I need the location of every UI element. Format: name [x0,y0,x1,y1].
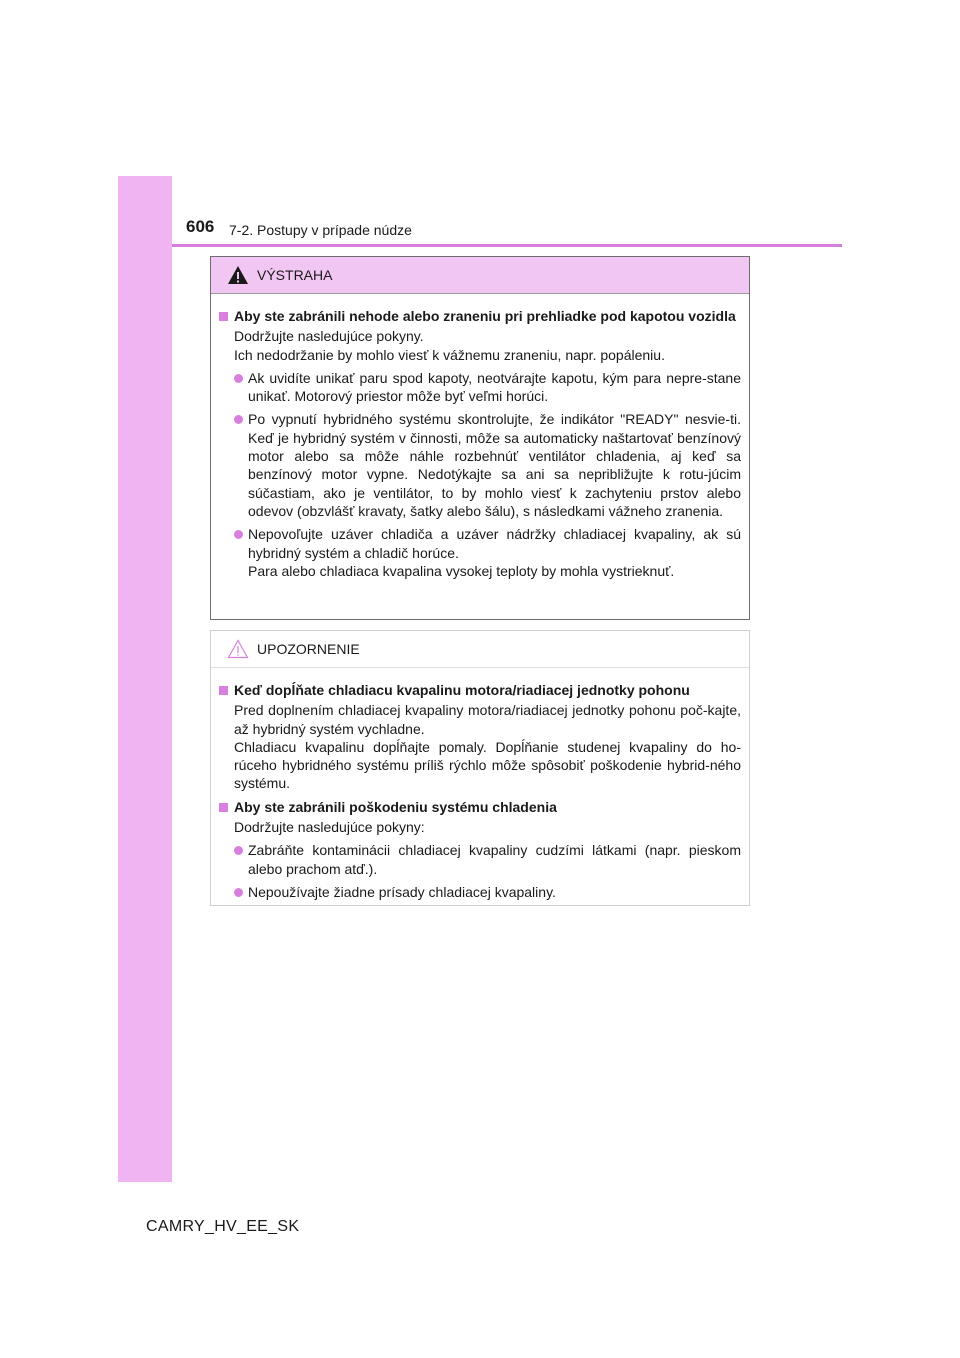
warning-intro-2: Ich nedodržanie by mohlo viesť k vážnemu zraneniu, napr. popáleniu. [234,346,665,363]
square-bullet-icon [219,803,228,812]
notice-box-title: UPOZORNENIE [257,641,360,657]
header-rule [172,244,842,247]
square-bullet-icon [219,686,228,695]
warning-box-header [211,257,749,294]
warning-bullet [219,410,741,520]
round-bullet-icon [234,888,243,897]
warning-box [210,256,750,620]
caution-triangle-outline-icon [227,639,249,659]
notice-bullet-text: Nepoužívajte žiadne prísady chladiacej kvapaliny. [248,883,556,900]
warning-bullet-text: Ak uvidíte unikať paru spod kapoty, neotvárajte kapotu, kým para nepre-stane unikať. Motorový priestor môže byť veľmi horúci. [248,369,741,405]
notice-heading-1: Keď dopĺňate chladiacu kvapalinu motora/riadiacej jednotky pohonu [234,682,690,698]
side-color-strip [118,176,172,1182]
notice-heading-item [219,681,741,699]
notice-heading-2: Aby ste zabránili poškodeniu systému chladenia [234,798,557,815]
page-number: 606 [186,217,215,236]
round-bullet-icon [234,374,243,383]
notice-para-2: Chladiacu kvapalinu dopĺňajte pomaly. Dopĺňanie studenej kvapaliny do ho-rúceho hybridného systému príliš rýchlo môže spôsobiť poškodenie hybrid-ného systému. [234,738,741,792]
warning-heading-item [219,307,741,325]
warning-intro-1: Dodržujte nasledujúce pokyny. [234,328,424,345]
warning-bullet-block [248,525,741,580]
warning-bullet [219,369,741,406]
warning-box-title: VÝSTRAHA [257,267,333,283]
warning-bullet-text: Po vypnutí hybridného systému skontrolujte, že indikátor "READY" nesvie-ti. Keď je hybridný systém v činnosti, môže sa automaticky naštartovať benzínový motor alebo sa môže náhle rozbehnúť ventilátor chladenia, aj keď sa benzínový motor vypne. Nedotýkajte sa ani sa nepribližujte k rotu-júcim súčastiam, ako je ventilátor, to by mohlo viesť k zachyteniu prstov alebo odevov (obzvlášť kravaty, šatky alebo šálu), s následkami vážneho zranenia. [248,411,741,519]
warning-box-body [211,294,749,580]
section-title: 7-2. Postupy v prípade núdze [229,222,412,238]
warning-triangle-icon [227,265,249,285]
notice-heading-item [219,798,741,816]
square-bullet-icon [219,312,228,321]
notice-box-body [211,668,749,901]
notice-box-header [211,631,749,668]
notice-bullet [219,841,741,878]
warning-bullet [219,525,741,580]
round-bullet-icon [234,530,243,539]
warning-bullet-text: Nepovoľujte uzáver chladiča a uzáver nádržky chladiacej kvapaliny, ak sú hybridný systém a chladič horúce. [248,526,741,561]
notice-intro-2: Dodržujte nasledujúce pokyny: [234,819,425,836]
warning-heading: Aby ste zabránili nehode alebo zraneniu pri prehliadke pod kapotou vozidla [234,308,736,324]
round-bullet-icon [234,415,243,424]
notice-bullet [219,883,741,901]
footer-document-code: CAMRY_HV_EE_SK [146,1218,300,1235]
notice-para-1: Pred doplnením chladiacej kvapaliny motora/riadiacej jednotky pohonu poč-kajte, až hybridný systém vychladne. [234,702,741,737]
warning-bullet-extra: Para alebo chladiaca kvapalina vysokej teploty by mohla vystrieknuť. [248,562,675,579]
notice-bullet-text: Zabráňte kontaminácii chladiacej kvapaliny cudzími látkami (napr. pieskom alebo prachom atď.). [248,842,741,877]
round-bullet-icon [234,846,243,855]
notice-box [210,630,750,906]
